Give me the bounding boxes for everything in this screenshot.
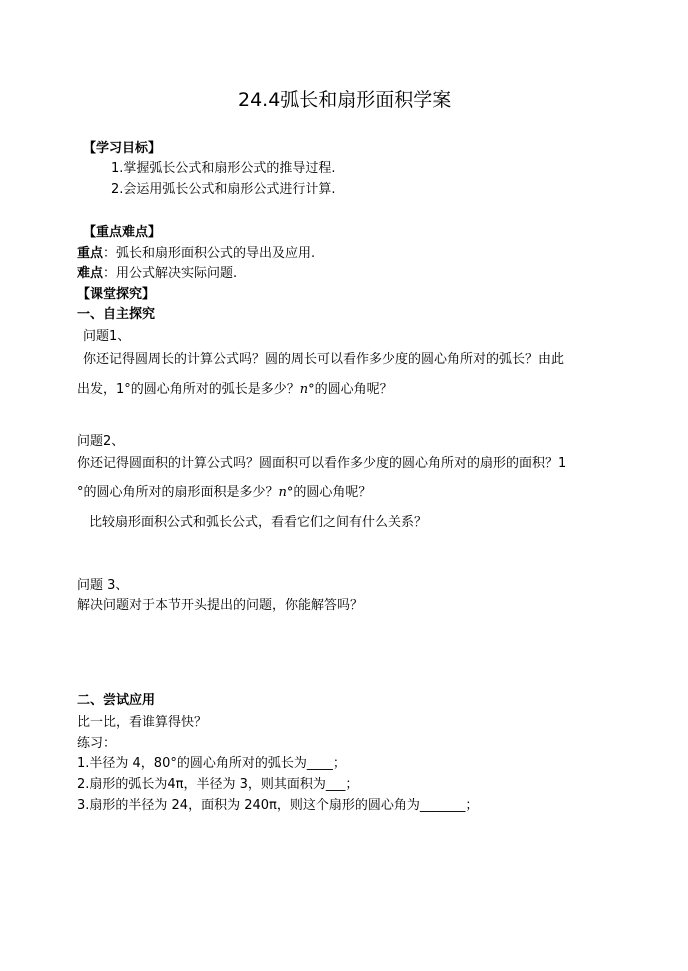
- question-1-text-b: 的圆心角呢？: [314, 382, 393, 397]
- objectives-heading: 【学习目标】: [83, 141, 162, 156]
- objective-item-1: 1.掌握弧长公式和扇形公式的推导过程.: [111, 161, 336, 176]
- key-point-line: [77, 245, 315, 263]
- exercise-1: 1.半径为 4，80°的圆心角所对的弧长为____；: [77, 756, 346, 771]
- question-1-text-a: 出发，1°的圆心角所对的弧长是多少？: [77, 382, 300, 397]
- question-2-text-a: °的圆心角所对的扇形面积是多少？: [77, 485, 279, 500]
- question-2-line-2: [77, 484, 371, 502]
- question-2-label: 问题2、: [77, 434, 125, 449]
- question-3-label: 问题 3、: [77, 578, 129, 593]
- question-1-line-1: 你还记得圆周长的计算公式吗？圆的周长可以看作多少度的圆心角所对的弧长？由此: [83, 352, 565, 367]
- question-2-text-b: 的圆心角呢？: [293, 485, 372, 500]
- question-2-compare: 比较扇形面积公式和弧长公式，看看它们之间有什么关系？: [89, 515, 428, 530]
- n-degree-symbol: n°: [299, 382, 315, 397]
- practice-label: 练习：: [77, 736, 117, 751]
- difficulty-label: 难点: [77, 266, 104, 281]
- question-1-line-2: [77, 381, 393, 399]
- key-points-heading: 【重点难点】: [83, 225, 162, 240]
- question-1-label: 问题1、: [83, 329, 131, 344]
- key-point-label: 重点: [77, 246, 104, 261]
- exercise-3: 3.扇形的半径为 24，面积为 240π，则这个扇形的圆心角为_______；: [77, 798, 479, 813]
- difficulty-line: [77, 265, 237, 283]
- explore-heading: 【课堂探究】: [77, 287, 156, 302]
- apply-intro: 比一比，看谁算得快？: [77, 715, 208, 730]
- question-2-line-1: 你还记得圆面积的计算公式吗？圆面积可以看作多少度的圆心角所对的扇形的面积？1: [77, 456, 567, 471]
- difficulty-text: ：用公式解决实际问题.: [103, 266, 238, 281]
- question-3-text: 解决问题对于本节开头提出的问题，你能解答吗？: [77, 598, 364, 613]
- n-degree-symbol: n°: [278, 485, 294, 500]
- key-point-text: ：弧长和扇形面积公式的导出及应用.: [103, 246, 316, 261]
- section-2-heading: 二、尝试应用: [77, 693, 156, 708]
- page-title: 24.4弧长和扇形面积学案: [238, 89, 452, 111]
- objective-item-2: 2.会运用弧长公式和扇形公式进行计算.: [111, 182, 336, 197]
- section-1-heading: 一、自主探究: [77, 307, 156, 322]
- exercise-2: 2.扇形的弧长为4π，半径为 3，则其面积为___；: [77, 777, 359, 792]
